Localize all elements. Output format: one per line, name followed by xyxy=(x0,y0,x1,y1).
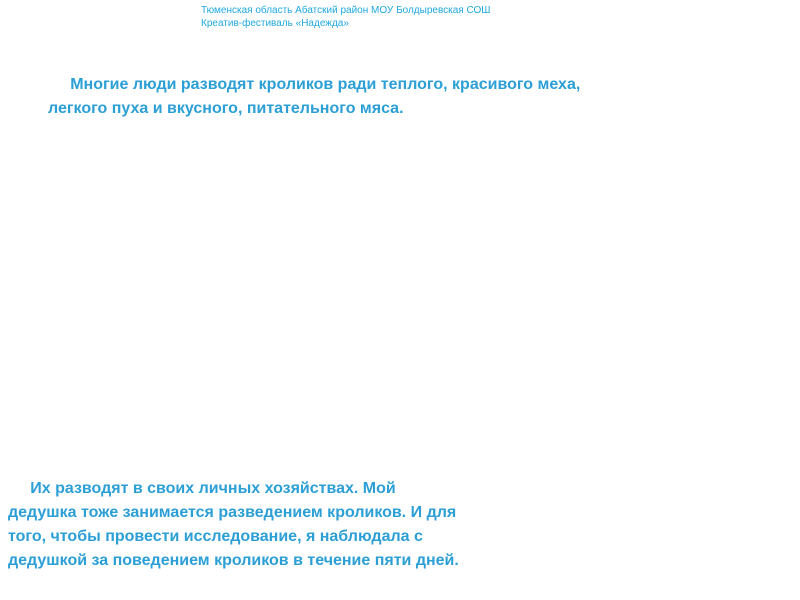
intro-line-1: Многие люди разводят кроликов ради теплого, красивого меха, xyxy=(48,76,581,93)
header-location: Тюменская область Абатский район МОУ Болдыревская СОШ xyxy=(201,5,491,16)
observation-paragraph xyxy=(8,477,459,573)
observation-line-3: того, чтобы провести исследование, я наблюдала с xyxy=(8,528,423,545)
header-festival: Креатив-фестиваль «Надежда» xyxy=(201,18,349,29)
observation-line-4: дедушкой за поведением кроликов в течение пяти дней. xyxy=(8,552,459,569)
intro-paragraph xyxy=(48,73,580,121)
page-header xyxy=(201,4,490,30)
observation-line-1: Их разводят в своих личных хозяйствах. Мой xyxy=(8,480,396,497)
observation-line-2: дедушка тоже занимается разведением кроликов. И для xyxy=(8,504,457,521)
intro-line-2: легкого пуха и вкусного, питательного мяса. xyxy=(48,100,404,117)
